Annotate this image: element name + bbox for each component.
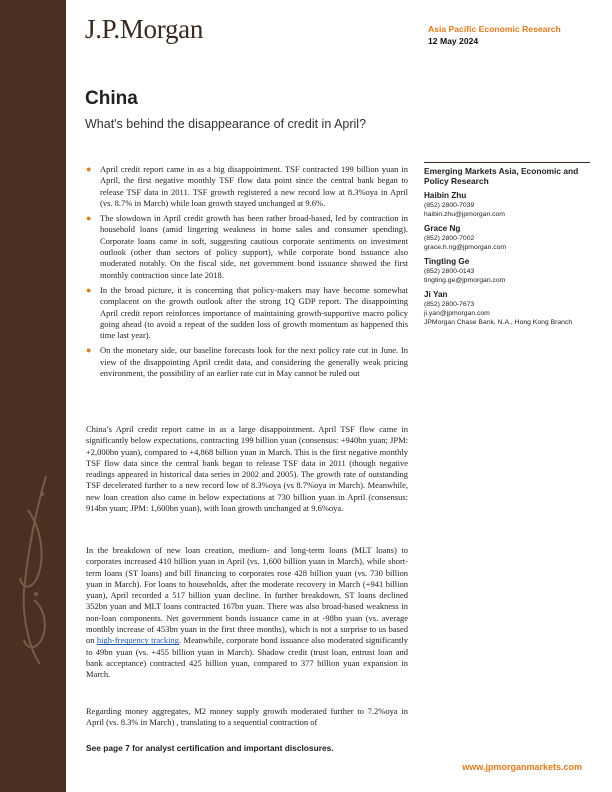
analyst-email[interactable]: haibin.zhu@jpmorgan.com (424, 211, 505, 218)
analyst-phone: (852) 2800-0143 (424, 268, 475, 275)
analyst-card (424, 223, 590, 252)
key-points-list (86, 164, 408, 383)
paragraph-text: In the breakdown of new loan creation, medium- and long-term loans (MLT loans) to corporates increased 410 billion yuan in April (vs. 1,600 billion yuan in March), while short-term loans (ST loans) and bill financing to corporates rose 428 billion yuan (vs. 730 billion yuan in March). For loans to households, after the moderate recovery in March (+941 billion yuan), April recorded a 517 billion yuan decline. In further breakdown, ST loans declined 352bn yuan and MLT loans contracted 167bn yuan. There was also broad-based weakness in non-loan components. Net government bonds issuance came in at -98bn yuan (vs. average monthly increase of 453bn yuan in the first three months), which is not a surprise to us based on (86, 545, 408, 646)
report-date: 12 May 2024 (428, 36, 479, 46)
key-point-text: On the monetary side, our baseline forecasts look for the next policy rate cut in June. In view of the disappointing April credit data, and considering the generally weak pricing environment, the possibility of an earlier rate cut in May cannot be ruled out (100, 345, 408, 379)
analyst-entity: JPMorgan Chase Bank, N.A., Hong Kong Branch (424, 319, 573, 326)
body-paragraph (86, 545, 408, 681)
key-point-text: The slowdown in April credit growth has been rather broad-based, led by contraction in household loans (amid lingering weakness in home sales and consumer spending). Corporate loans came in soft, suggesting cautious corporate sentiments on investment outlook (other than sectors of policy support), while corporate bond issuance also moderated notably. On the fiscal side, net government bond issuance showed the first monthly contraction since late 2018. (100, 213, 408, 280)
analyst-phone: (852) 2800-7039 (424, 202, 475, 209)
analyst-name: Haibin Zhu (424, 191, 467, 200)
bullet-icon: ● (86, 213, 92, 224)
page-subtitle: What's behind the disappearance of credit in April? (85, 117, 367, 131)
paragraph-text: . Meanwhile, corporate bond issuance also moderated significantly to 49bn yuan (vs. +455 billion yuan in March). Shadow credit (trust loan, entrust loan and bank acceptance) contracted 425 billion yuan, compared to 377 billion yuan expansion in March. (86, 635, 408, 680)
body-paragraph: China’s April credit report came in as a large disappointment. April TSF flow came in significantly below expectations, contracting 199 billion yuan (consensus: +940bn yuan; JPM: +2,000bn yuan), compared to +4,868 billion yuan in March. This is the first negative monthly TSF flow data since the central bank began to release TSF data in 2011 (though negative readings appeared in historical data series in 2002 and 2005). The growth rate of outstanding TSF decelerated further to a new record low of 8.3%oya (vs 8.7%oya in March). Meanwhile, new loan creation also came in below expectations at 730 billion yuan in April (consensus: 914bn yuan; JPM: 1,600bn yuan), with loan growth unchanged at 9.6%oya. (86, 424, 408, 514)
disclosure-note: See page 7 for analyst certification and important disclosures. (86, 743, 334, 753)
jpmorgan-logo: J.P.Morgan (85, 14, 204, 44)
team-name: Emerging Markets Asia, Economic and Policy Research (424, 162, 590, 186)
bullet-icon: ● (86, 345, 92, 356)
analyst-name: Ji Yan (424, 290, 448, 299)
brand-sidebar (0, 0, 66, 792)
report-header (428, 24, 561, 46)
bullet-icon: ● (86, 284, 92, 295)
report-series: Asia Pacific Economic Research (428, 24, 561, 34)
body-paragraph: Regarding money aggregates, M2 money supply growth moderated further to 7.2%oya in April (vs. 8.3% in March) , translating to a sequential contraction of (86, 706, 408, 728)
analyst-name: Grace Ng (424, 224, 461, 233)
key-point (86, 285, 408, 341)
key-point-text: April credit report came in as a big disappointment. TSF contracted 199 billion yuan in April, the first negative monthly TSF flow data point since the central bank began to release TSF data in 2011. TSF growth registered a new record low at 8.3%oya in April (vs. 8.7% in March) while loan growth stayed unchanged at 9.6%. (100, 164, 408, 208)
analyst-phone: (852) 2800-7673 (424, 301, 475, 308)
analyst-email[interactable]: ji.yan@jpmorgan.com (424, 310, 490, 317)
analyst-card (424, 289, 590, 327)
analyst-name: Tingting Ge (424, 257, 470, 266)
high-frequency-tracking-link[interactable]: high-frequency tracking (96, 635, 180, 646)
analyst-panel (424, 162, 590, 327)
analyst-email[interactable]: tingting.ge@jpmorgan.com (424, 277, 506, 284)
analyst-card (424, 190, 590, 219)
analyst-email[interactable]: grace.h.ng@jpmorgan.com (424, 244, 507, 251)
jpmorgan-watermark-logo (6, 470, 62, 670)
key-point-text: In the broad picture, it is concerning that policy-makers may have become somewhat complacent on the growth outlook after the strong 1Q GDP report. The disappointing April credit report reinforces importance of maintaining growth-supportive macro policy going ahead (to avoid a repeat of the sudden loss of growth momentum as happened this time last year). (100, 284, 408, 341)
key-point (86, 213, 408, 281)
page-title: China (85, 88, 138, 109)
analyst-card (424, 256, 590, 285)
key-point (86, 345, 408, 379)
analyst-phone: (852) 2800-7002 (424, 235, 475, 242)
footer-website-link[interactable]: www.jpmorganmarkets.com (462, 762, 582, 772)
bullet-icon: ● (86, 164, 92, 174)
key-point (86, 164, 408, 209)
